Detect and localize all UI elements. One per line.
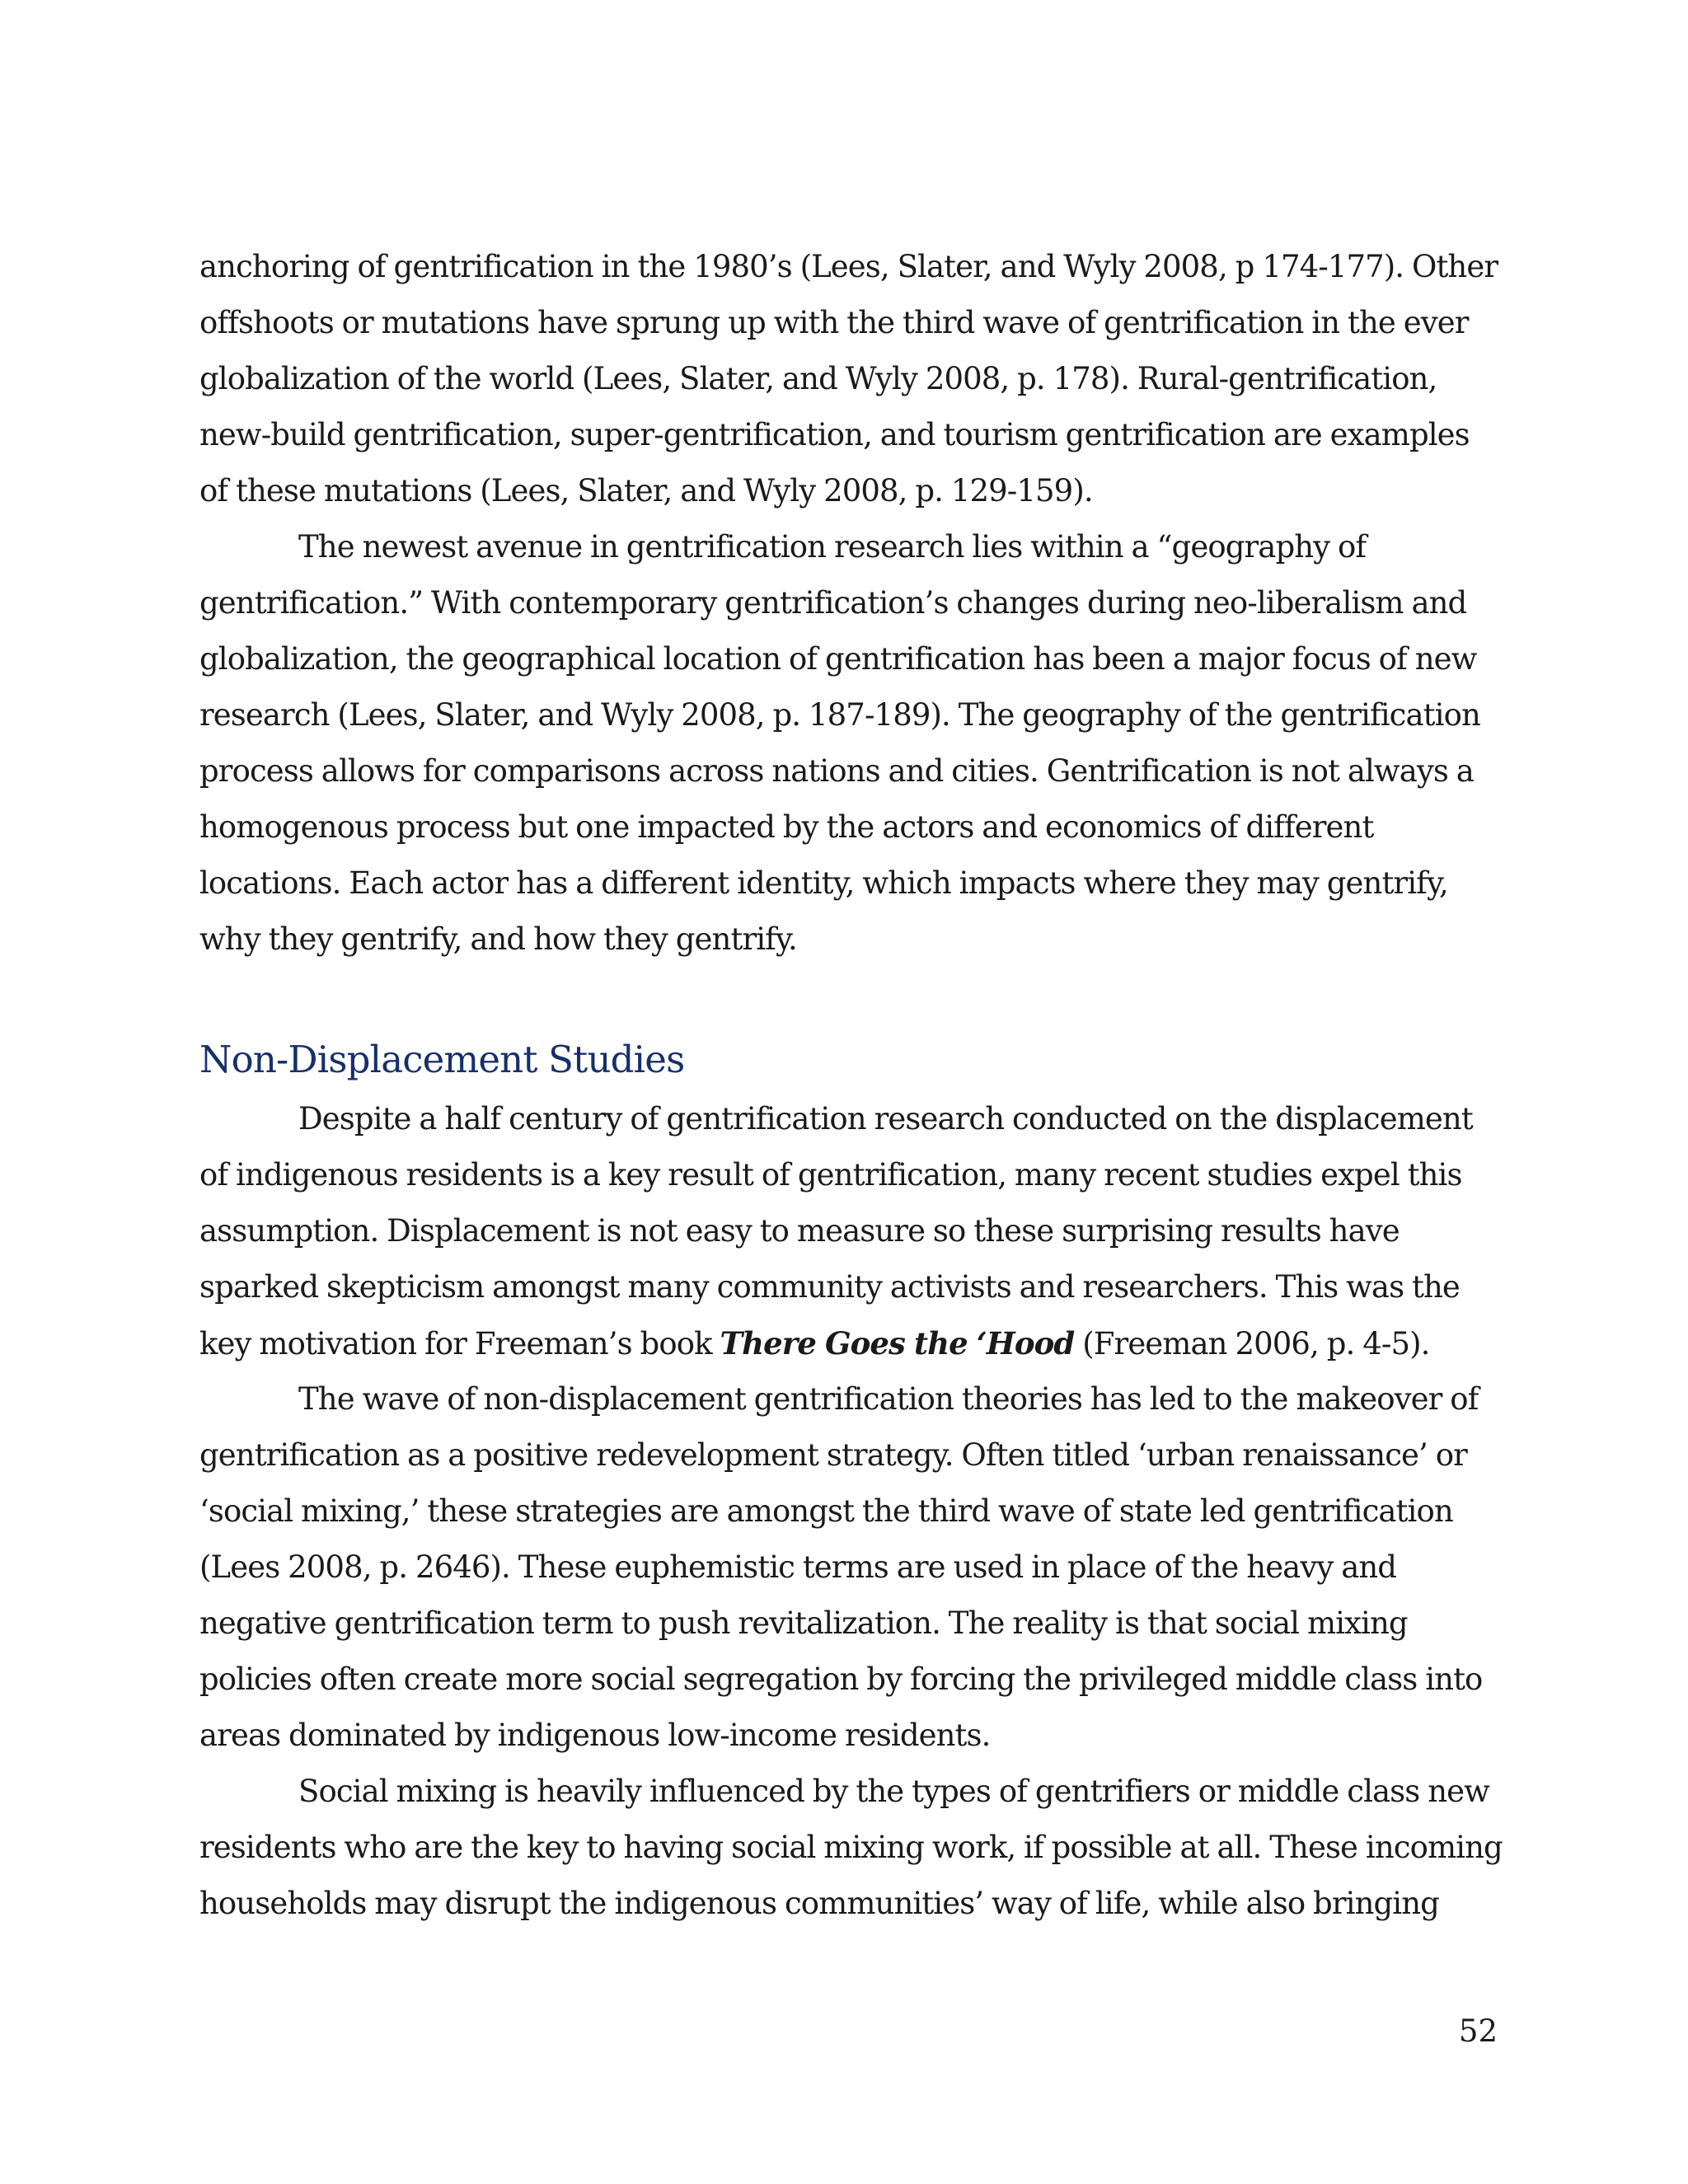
page-number: 52: [1458, 2013, 1498, 2049]
body-text-section-2: [199, 1091, 1503, 1932]
text-line: why they gentrify, and how they gentrify.: [199, 921, 797, 957]
text-line: locations. Each actor has a different identity, which impacts where they may gentrify,: [199, 865, 1448, 901]
text-line: Despite a half century of gentrification research conducted on the displacement: [298, 1101, 1473, 1137]
text-line: gentrification as a positive redevelopment strategy. Often titled ‘urban renaissance’ or: [199, 1437, 1467, 1473]
text-line: offshoots or mutations have sprung up with the third wave of gentrification in the ever: [199, 305, 1469, 340]
text-line: households may disrupt the indigenous communities’ way of life, while also bringing: [199, 1886, 1439, 1921]
text-line: sparked skepticism amongst many community activists and researchers. This was the: [199, 1269, 1460, 1305]
text-line: homogenous process but one impacted by the actors and economics of different: [199, 809, 1374, 845]
text-line: residents who are the key to having social mixing work, if possible at all. These incoming: [199, 1830, 1503, 1865]
text-line: anchoring of gentrification in the 1980’s (Lees, Slater, and Wyly 2008, p 174-177). Other: [199, 249, 1498, 284]
text-line: areas dominated by indigenous low-income residents.: [199, 1718, 991, 1753]
text-line: of indigenous residents is a key result of gentrification, many recent studies expel this: [199, 1157, 1462, 1193]
text-line: The wave of non-displacement gentrification theories has led to the makeover of: [298, 1381, 1479, 1417]
text-line: research (Lees, Slater, and Wyly 2008, p. 187-189). The geography of the gentrification: [199, 697, 1480, 733]
section-heading: Non-Displacement Studies: [199, 1038, 685, 1081]
book-title: There Goes the ‘Hood: [720, 1325, 1075, 1361]
text-line: globalization, the geographical location of gentrification has been a major focus of new: [199, 641, 1477, 677]
text-line: gentrification.” With contemporary gentrification’s changes during neo-liberalism and: [199, 585, 1467, 621]
text-line: process allows for comparisons across nations and cities. Gentrification is not always a: [199, 753, 1474, 789]
text-run: (Freeman 2006, p. 4-5).: [1074, 1326, 1430, 1361]
text-line: assumption. Displacement is not easy to measure so these surprising results have: [199, 1213, 1400, 1249]
text-line: The newest avenue in gentrification research lies within a “geography of: [298, 529, 1367, 565]
body-text-section-1: [199, 239, 1498, 968]
text-line: of these mutations (Lees, Slater, and Wyly 2008, p. 129-159).: [199, 473, 1093, 509]
text-line: globalization of the world (Lees, Slater, and Wyly 2008, p. 178). Rural-gentrification,: [199, 361, 1437, 396]
text-line: Social mixing is heavily influenced by the types of gentrifiers or middle class new: [298, 1774, 1489, 1809]
text-line: new-build gentrification, super-gentrification, and tourism gentrification are examples: [199, 417, 1470, 452]
text-line: policies often create more social segregation by forcing the privileged middle class into: [199, 1661, 1483, 1697]
text-line: ‘social mixing,’ these strategies are amongst the third wave of state led gentrification: [199, 1493, 1453, 1529]
text-run: key motivation for Freeman’s book: [199, 1326, 720, 1361]
text-line-with-book-title: [199, 1315, 1493, 1371]
text-line: (Lees 2008, p. 2646). These euphemistic terms are used in place of the heavy and: [199, 1549, 1397, 1585]
text-line: negative gentrification term to push revitalization. The reality is that social mixing: [199, 1605, 1408, 1641]
